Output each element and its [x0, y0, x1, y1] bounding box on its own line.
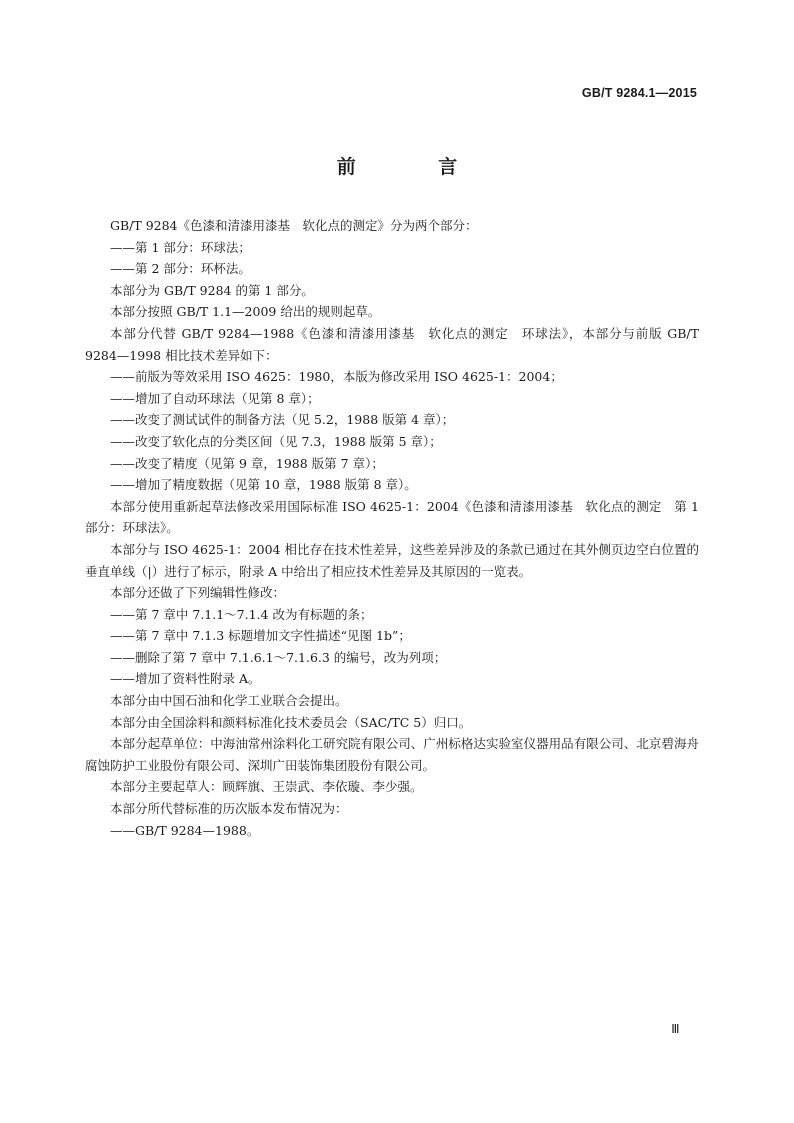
list-item: ——删除了第 7 章中 7.1.6.1～7.1.6.3 的编号，改为列项；	[110, 649, 447, 665]
paragraph: 本部分所代替标准的历次版本发布情况为：	[110, 801, 348, 817]
foreword-body	[85, 215, 699, 841]
paragraph: GB/T 9284《色漆和清漆用漆基 软化点的测定》分为两个部分：	[110, 218, 478, 233]
list-item: ——增加了自动环球法（见第 8 章）；	[110, 390, 320, 406]
list-item: ——第 1 部分：环球法；	[110, 239, 251, 255]
list-item: ——前版为等效采用 ISO 4625：1980，本版为修改采用 ISO 4625-1：2004；	[110, 369, 563, 385]
paragraph: 本部分主要起草人：顾辉旗、王崇武、李依璇、李少强。	[110, 779, 423, 795]
paragraph: 本部分还做了下列编辑性修改：	[110, 585, 286, 601]
page-number: Ⅲ	[671, 1022, 680, 1036]
paragraph: 本部分代替 GB/T 9284—1988《色漆和清漆用漆基 软化点的测定 环球法》，本部分与前版 GB/T 9284—1998 相比技术差异如下：	[85, 325, 699, 363]
list-item: ——改变了测试试件的制备方法（见 5.2，1988 版第 4 章）；	[110, 412, 455, 428]
paragraph: 本部分与 ISO 4625-1：2004 相比存在技术性差异，这些差异涉及的条款已通过在其外侧页边空白位置的垂直单线（|）进行了标示，附录 A 中给出了相应技术性差异及其原因的一览表。	[85, 541, 699, 579]
paragraph: 本部分由中国石油和化学工业联合会提出。	[110, 693, 348, 709]
paragraph: 本部分按照 GB/T 1.1—2009 给出的规则起草。	[110, 304, 381, 320]
list-item: ——改变了软化点的分类区间（见 7.3，1988 版第 5 章）；	[110, 433, 442, 449]
page-title: 前 言	[336, 156, 496, 178]
list-item: ——增加了资料性附录 A。	[110, 671, 261, 687]
paragraph: 本部分起草单位：中海油常州涂料化工研究院有限公司、广州标格达实验室仪器用品有限公司、北京碧海舟腐蚀防护工业股份有限公司、深圳广田装饰集团股份有限公司。	[85, 736, 699, 773]
paragraph: 本部分使用重新起草法修改采用国际标准 ISO 4625-1：2004《色漆和清漆用漆基 软化点的测定 第 1 部分：环球法》。	[85, 498, 699, 536]
paragraph: 本部分为 GB/T 9284 的第 1 部分。	[110, 282, 314, 298]
list-item: ——增加了精度数据（见第 10 章，1988 版第 8 章）。	[110, 477, 417, 493]
list-item: ——改变了精度（见第 9 章，1988 版第 7 章）；	[110, 455, 384, 471]
standard-code: GB/T 9284.1—2015	[581, 86, 697, 100]
paragraph: 本部分由全国涂料和颜料标准化技术委员会（SAC/TC 5）归口。	[110, 714, 472, 730]
list-item: ——GB/T 9284—1988。	[110, 822, 260, 838]
list-item: ——第 7 章中 7.1.3 标题增加文字性描述“见图 1b”；	[110, 628, 411, 644]
list-item: ——第 7 章中 7.1.1～7.1.4 改为有标题的条；	[110, 606, 373, 622]
list-item: ——第 2 部分：环杯法。	[110, 261, 251, 277]
